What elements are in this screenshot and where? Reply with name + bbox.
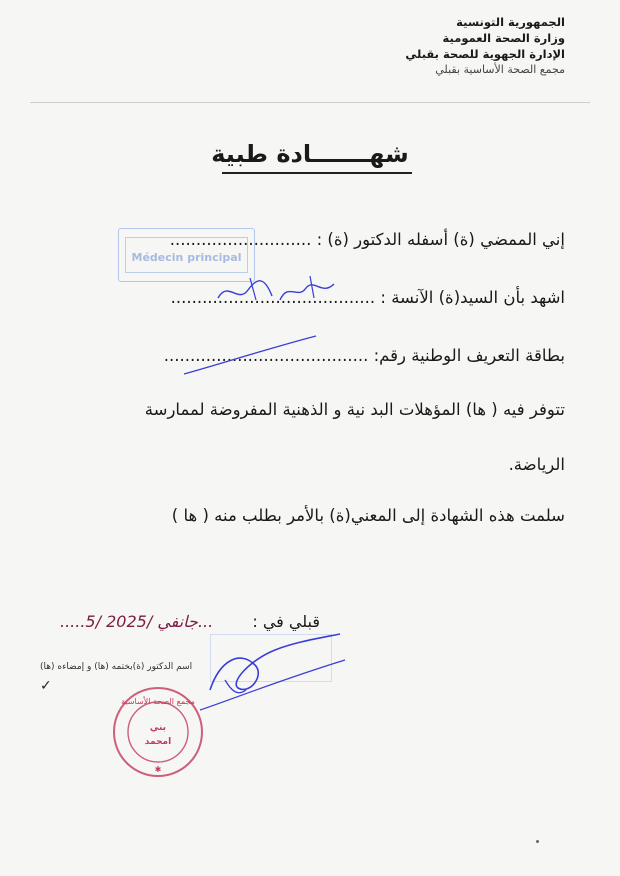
date-label: قبلي في : bbox=[252, 612, 320, 631]
id-card-label: بطاقة التعريف الوطنية رقم: bbox=[373, 346, 565, 365]
doctor-stamp-note: اسم الدكتور (ة)بختمه (ها) و إمضاءه (ها) bbox=[40, 662, 193, 672]
handwritten-name-signature bbox=[210, 270, 340, 310]
patient-label: اشهد بأن السيد(ة) الآنسة : bbox=[380, 288, 565, 307]
header-regional-directorate: الإدارة الجهوية للصحة بقبلي bbox=[405, 47, 565, 61]
header-divider bbox=[30, 102, 590, 103]
tick-mark: ✓ bbox=[40, 678, 52, 694]
document-title bbox=[0, 140, 620, 168]
doctor-line bbox=[170, 230, 565, 249]
doctor-label: إني الممضي (ة) أسفله الدكتور (ة) : bbox=[316, 230, 565, 249]
stamp-text: Médecin principal bbox=[131, 251, 242, 264]
header-republic: الجمهورية التونسية bbox=[456, 15, 565, 29]
red-stamp-outer-text: مجمع الصحة الأساسية bbox=[121, 697, 195, 706]
title-underline bbox=[222, 172, 412, 174]
issuance-line: سلمت هذه الشهادة إلى المعني(ة) بالأمر بطلب منه ( ها ) bbox=[171, 506, 565, 525]
red-stamp-inner-text-1: بني bbox=[149, 723, 167, 733]
round-stamp-graphic bbox=[108, 682, 208, 782]
handwritten-strike-line bbox=[180, 330, 320, 380]
sport-line: الرياضة. bbox=[508, 455, 565, 474]
title-text: شهـــــــادة طبية bbox=[211, 140, 409, 168]
id-card-dots: ....................................... bbox=[163, 346, 369, 365]
date-value: .....5/ جانفي /2025... bbox=[60, 612, 214, 631]
health-center-round-stamp bbox=[108, 682, 208, 782]
page-mark bbox=[536, 840, 539, 843]
red-stamp-inner-text-2: امحمد bbox=[144, 737, 172, 747]
doctor-dots: ........................... bbox=[169, 230, 312, 249]
fitness-statement-line: تتوفر فيه ( ها) المؤهلات البد نية و الذهنية المفروضة لممارسة bbox=[144, 400, 565, 419]
patient-dots: ....................................... bbox=[170, 288, 376, 307]
header-ministry: وزارة الصحة العمومية bbox=[442, 31, 565, 45]
svg-text:✱: ✱ bbox=[154, 765, 162, 774]
letterhead bbox=[335, 14, 565, 78]
header-health-complex: مجمع الصحة الأساسية بقبلي bbox=[435, 63, 565, 76]
